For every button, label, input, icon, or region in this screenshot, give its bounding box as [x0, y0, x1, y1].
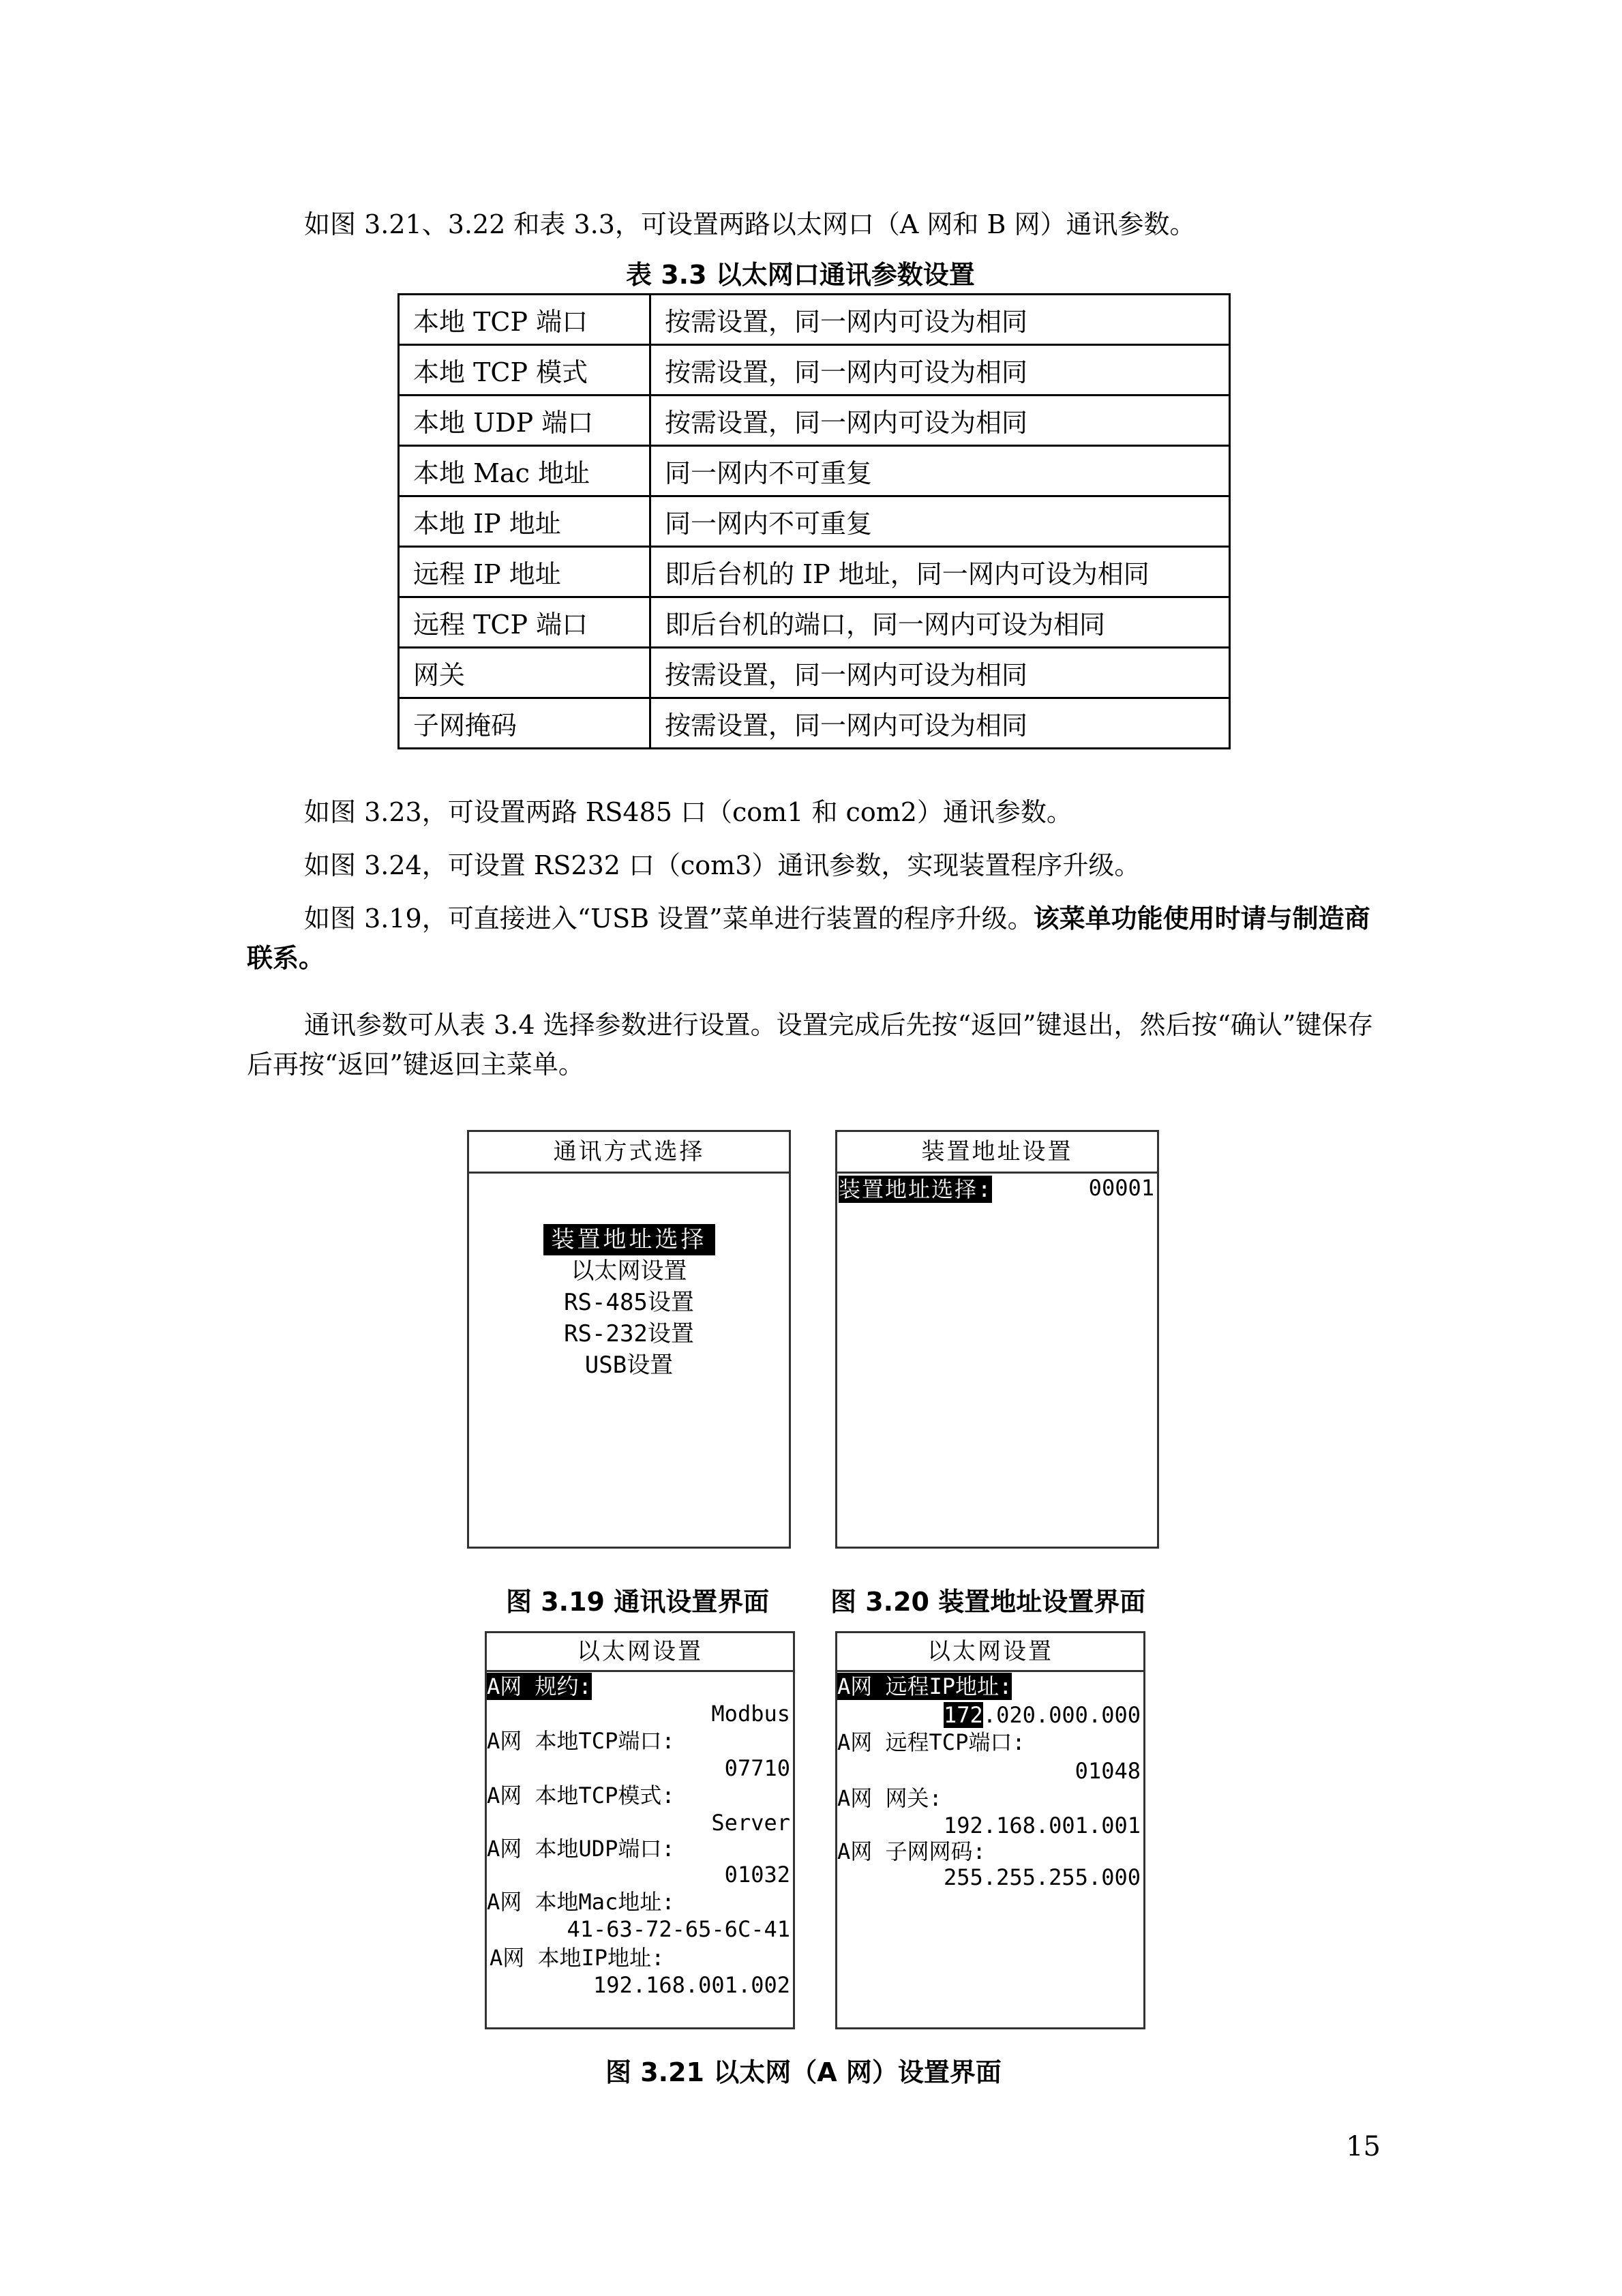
- param-name: 网关: [399, 648, 650, 698]
- remote-tcp-port-label: A网 远程TCP端口:: [837, 1729, 1025, 1755]
- param-desc: 按需设置，同一网内可设为相同: [650, 648, 1230, 698]
- screen-title: 装置地址设置: [837, 1132, 1157, 1174]
- screen-ethernet-remote: [835, 1631, 1145, 2029]
- subnet-mask-value: 255.255.255.000: [944, 1864, 1141, 1890]
- paragraph-usb-warning: 该菜单功能使用时请与制造商联系。: [247, 903, 1370, 973]
- local-tcp-mode-label: A网 本地TCP模式:: [487, 1783, 675, 1808]
- local-mac-value: 41-63-72-65-6C-41: [567, 1916, 790, 1942]
- menu-item-rs485[interactable]: RS-485设置: [564, 1289, 694, 1316]
- table-row: [399, 597, 1230, 648]
- table-row: [399, 396, 1230, 446]
- table-row: [399, 648, 1230, 698]
- menu-item-rs232[interactable]: RS-232设置: [564, 1320, 694, 1347]
- menu-item-device-address[interactable]: 装置地址选择: [543, 1224, 715, 1255]
- param-name: 远程 IP 地址: [399, 547, 650, 597]
- local-udp-port-value: 01032: [724, 1862, 790, 1888]
- param-desc: 即后台机的端口，同一网内可设为相同: [650, 597, 1230, 648]
- table-caption: 表 3.3 以太网口通讯参数设置: [626, 260, 975, 290]
- param-desc: 即后台机的 IP 地址，同一网内可设为相同: [650, 547, 1230, 597]
- local-tcp-mode-value: Server: [711, 1810, 790, 1836]
- paragraph-usb: [247, 899, 1383, 978]
- subnet-mask-label: A网 子网网码:: [837, 1838, 986, 1864]
- param-name: 本地 UDP 端口: [399, 396, 650, 446]
- figure-caption-3-21: 图 3.21 以太网（A 网）设置界面: [605, 2057, 1002, 2087]
- device-address-label[interactable]: 装置地址选择:: [839, 1176, 993, 1202]
- param-desc: 同一网内不可重复: [650, 446, 1230, 496]
- param-desc: 同一网内不可重复: [650, 496, 1230, 547]
- param-name: 本地 Mac 地址: [399, 446, 650, 496]
- paragraph-rs485: 如图 3.23，可设置两路 RS485 口（com1 和 com2）通讯参数。: [304, 797, 1072, 827]
- page-number: 15: [1346, 2131, 1381, 2162]
- screen-title: 以太网设置: [837, 1633, 1143, 1672]
- table-row: [399, 345, 1230, 396]
- table-row: [399, 698, 1230, 749]
- figure-caption-3-20: 图 3.20 装置地址设置界面: [830, 1587, 1146, 1617]
- table-row: [399, 446, 1230, 496]
- local-ip-label: A网 本地IP地址:: [490, 1945, 665, 1971]
- menu-item-ethernet[interactable]: 以太网设置: [571, 1257, 687, 1285]
- local-tcp-port-label: A网 本地TCP端口:: [487, 1728, 675, 1754]
- device-address-value: 00001: [1088, 1175, 1154, 1201]
- local-udp-port-label: A网 本地UDP端口:: [487, 1836, 675, 1862]
- comm-menu: [469, 1224, 789, 1381]
- param-name: 本地 TCP 模式: [399, 345, 650, 396]
- param-desc: 按需设置，同一网内可设为相同: [650, 396, 1230, 446]
- figure-caption-3-19: 图 3.19 通讯设置界面: [506, 1587, 770, 1617]
- param-name: 本地 TCP 端口: [399, 295, 650, 345]
- param-name: 远程 TCP 端口: [399, 597, 650, 648]
- local-ip-value: 192.168.001.002: [593, 1972, 790, 1998]
- protocol-label[interactable]: A网 规约:: [487, 1673, 592, 1699]
- paragraph-params: 通讯参数可从表 3.4 选择参数进行设置。设置完成后先按“返回”键退出，然后按“确认”键保存后再按“返回”键返回主菜单。: [247, 1010, 1374, 1079]
- menu-item-usb[interactable]: USB设置: [584, 1352, 674, 1379]
- screen-device-address: [835, 1130, 1159, 1549]
- param-name: 本地 IP 地址: [399, 496, 650, 547]
- remote-ip-label[interactable]: A网 远程IP地址:: [837, 1673, 1012, 1699]
- paragraph-rs232: 如图 3.24，可设置 RS232 口（com3）通讯参数，实现装置程序升级。: [304, 850, 1141, 880]
- local-mac-label: A网 本地Mac地址:: [487, 1889, 675, 1915]
- ethernet-params-table: [397, 293, 1231, 749]
- remote-tcp-port-value: 01048: [1075, 1758, 1141, 1784]
- paragraph-usb-text: 如图 3.19，可直接进入“USB 设置”菜单进行装置的程序升级。: [304, 904, 1034, 934]
- table-row: [399, 547, 1230, 597]
- screen-comm-mode: [467, 1130, 791, 1549]
- screen-title: 以太网设置: [487, 1633, 793, 1672]
- remote-ip-value[interactable]: [944, 1701, 1141, 1729]
- screen-title: 通讯方式选择: [469, 1132, 789, 1174]
- param-name: 子网掩码: [399, 698, 650, 749]
- gateway-label: A网 网关:: [837, 1785, 942, 1811]
- local-tcp-port-value: 07710: [724, 1755, 790, 1781]
- param-desc: 按需设置，同一网内可设为相同: [650, 698, 1230, 749]
- remote-ip-rest: .020.000.000: [982, 1702, 1141, 1728]
- table-row: [399, 295, 1230, 345]
- table-row: [399, 496, 1230, 547]
- gateway-value: 192.168.001.001: [944, 1813, 1141, 1838]
- paragraph-intro: 如图 3.21、3.22 和表 3.3，可设置两路以太网口（A 网和 B 网）通讯参数。: [304, 209, 1196, 239]
- param-desc: 按需设置，同一网内可设为相同: [650, 345, 1230, 396]
- remote-ip-cursor: 172: [944, 1702, 983, 1728]
- protocol-value: Modbus: [711, 1701, 790, 1727]
- param-desc: 按需设置，同一网内可设为相同: [650, 295, 1230, 345]
- screen-ethernet-local: [485, 1631, 795, 2029]
